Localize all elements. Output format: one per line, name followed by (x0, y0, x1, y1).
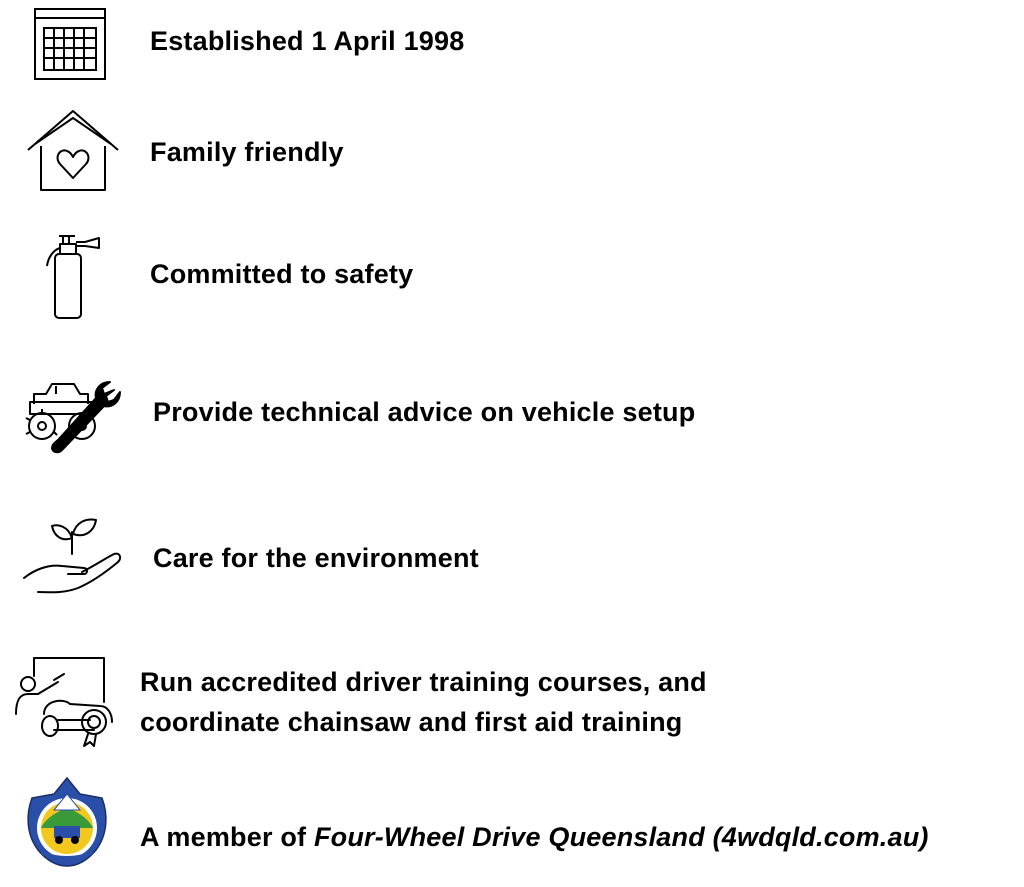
feature-family-friendly: Family friendly (150, 137, 344, 167)
hand-plant-icon (22, 516, 124, 596)
calendar-icon (34, 8, 106, 80)
feature-safety: Committed to safety (150, 259, 414, 289)
four-wheel-drive-queensland-logo (22, 776, 112, 868)
training-certificate-icon (14, 654, 122, 748)
feature-established: Established 1 April 1998 (150, 26, 465, 56)
house-heart-icon (27, 110, 119, 192)
membership-organisation: Four-Wheel Drive Queensland (4wdqld.com.au) (313, 822, 929, 852)
feature-training-line-2: coordinate chainsaw and first aid training (140, 707, 683, 737)
feature-technical-advice: Provide technical advice on vehicle setup (153, 397, 696, 427)
vehicle-wrench-icon (22, 380, 122, 462)
membership-prefix: A member of (140, 822, 314, 852)
membership-statement (140, 818, 929, 856)
feature-training-line-1: Run accredited driver training courses, and (140, 667, 707, 697)
feature-environment: Care for the environment (153, 543, 479, 573)
fire-extinguisher-icon (45, 232, 105, 322)
